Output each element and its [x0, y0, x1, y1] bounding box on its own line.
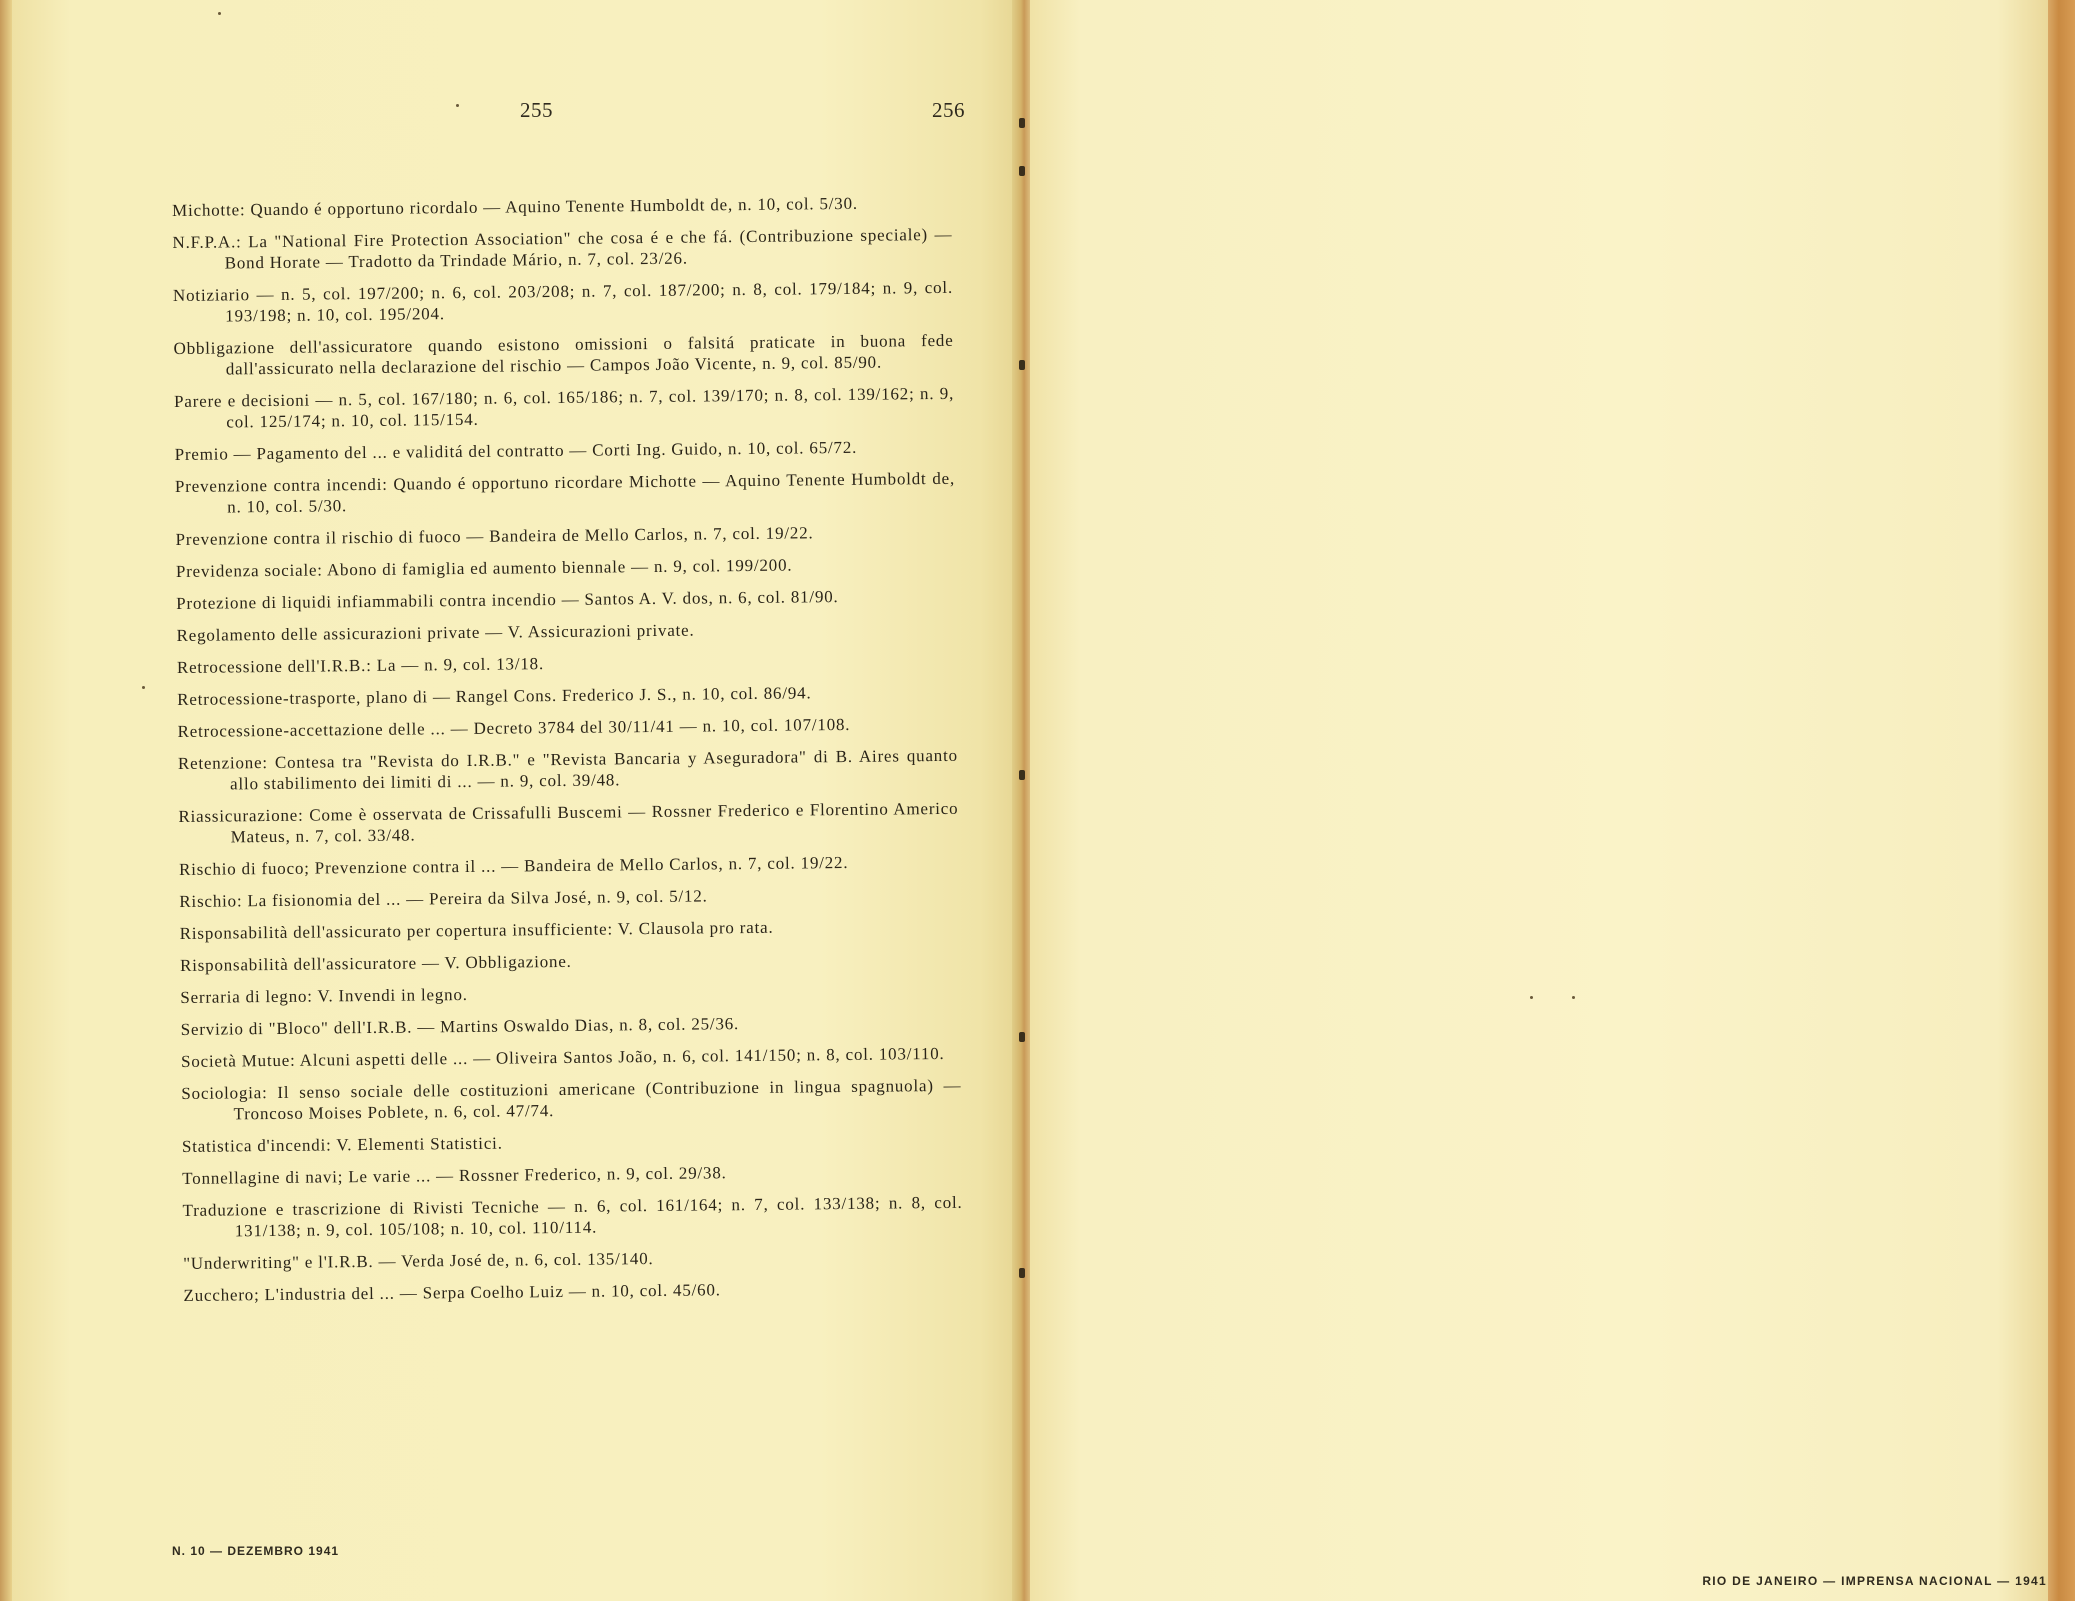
index-entry: Regolamento delle assicurazioni private — V. Assicurazioni private. [176, 620, 695, 645]
index-entry: Retrocessione dell'I.R.B.: La — n. 9, col. 13/18. [176, 654, 545, 677]
right-page [1030, 0, 2048, 1601]
paper-speck [1572, 996, 1575, 999]
index-entry: Tonnellagine di navi; Le varie ... — Rossner Frederico, n. 9, col. 29/38. [182, 1163, 727, 1188]
index-entry: Retenzione: Contesa tra "Revista do I.R.B." e "Revista Bancaria y Aseguradora" di B. Aires quanto allo stabilimento dei limiti di ... — n. 9, col. 39/48. [177, 745, 958, 794]
paper-speck [1530, 996, 1533, 999]
index-entry: Retrocessione-trasporte, plano di — Rangel Cons. Frederico J. S., n. 10, col. 86/94. [177, 683, 812, 709]
index-entry: Michotte: Quando é opportuno ricordalo — Aquino Tenente Humboldt de, n. 10, col. 5/30. [172, 193, 858, 220]
page-number: 255 [520, 98, 553, 122]
index-entry: Rischio di fuoco; Prevenzione contra il ... — Bandeira de Mello Carlos, n. 7, col. 19/22. [178, 852, 849, 879]
index-entry: Retrocessione-accettazione delle ... — Decreto 3784 del 30/11/41 — n. 10, col. 107/108. [177, 714, 851, 741]
page-number: 256 [932, 98, 965, 122]
issue-footer: N. 10 — DEZEMBRO 1941 [172, 1544, 340, 1558]
paper-speck [142, 686, 145, 689]
index-entry: Prevenzione contra incendi: Quando é opportuno ricordare Michotte — Aquino Tenente Humboldt de, n. 10, col. 5/30. [174, 468, 956, 517]
index-entry: Risponsabilità dell'assicuratore — V. Obbligazione. [179, 951, 572, 975]
binding-stitch [1019, 360, 1025, 370]
paper-speck [218, 12, 221, 15]
index-entry: Parere e decisioni — n. 5, col. 167/180; n. 6, col. 165/186; n. 7, col. 139/170; n. 8, col. 139/162; n. 9, col. 125/174; n. 10, col. 115/154. [174, 383, 955, 432]
binding-stitch [1019, 118, 1025, 128]
binding-stitch [1019, 166, 1025, 176]
left-page-edge [0, 0, 12, 1601]
index-entry: Previdenza sociale: Abono di famiglia ed aumento biennale — n. 9, col. 199/200. [175, 555, 793, 581]
binding-stitch [1019, 1032, 1025, 1042]
index-entry: Obbligazione dell'assicuratore quando esistono omissioni o falsitá praticate in buona fede dall'assicurato nella declarazione del rischio — Campos João Vicente, n. 9, col. 85/90. [173, 330, 954, 379]
binding-stitch [1019, 770, 1025, 780]
index-entry: Premio — Pagamento del ... e validitá del contratto — Corti Ing. Guido, n. 10, col. 65/72. [174, 437, 858, 464]
right-cover-edge [2048, 0, 2075, 1601]
index-entry: "Underwriting" e l'I.R.B. — Verda José de, n. 6, col. 135/140. [183, 1249, 654, 1273]
paper-speck [456, 104, 459, 107]
index-entry: N.F.P.A.: La "National Fire Protection Association" che cosa é e che fá. (Contribuzione speciale) — Bond Horate — Tradotto da Trindade Mário, n. 7, col. 23/26. [172, 224, 953, 273]
index-entry: Sociologia: Il senso sociale delle costituzioni americane (Contribuzione in lingua spagnuola) — Troncoso Moises Poblete, n. 6, col. 47/74. [181, 1075, 962, 1124]
subject-index-list [172, 192, 964, 1317]
binding-stitch [1019, 1268, 1025, 1278]
index-entry: Rischio: La fisionomia del ... — Pereira da Silva José, n. 9, col. 5/12. [179, 886, 708, 911]
index-entry: Serraria di legno: V. Invendi in legno. [180, 984, 468, 1007]
index-entry: Società Mutue: Alcuni aspetti delle ... — Oliveira Santos João, n. 6, col. 141/150; n. 8, col. 103/110. [180, 1043, 945, 1071]
index-entry: Zucchero; L'industria del ... — Serpa Coelho Luiz — n. 10, col. 45/60. [183, 1280, 721, 1305]
index-entry: Protezione di liquidi infiammabili contra incendio — Santos A. V. dos, n. 6, col. 81/90. [176, 587, 839, 613]
index-entry: Prevenzione contra il rischio di fuoco — Bandeira de Mello Carlos, n. 7, col. 19/22. [175, 523, 814, 549]
index-entry: Notiziario — n. 5, col. 197/200; n. 6, col. 203/208; n. 7, col. 187/200; n. 8, col. 179/184; n. 9, col. 193/198; n. 10, col. 195/204. [172, 277, 954, 326]
index-entry: Traduzione e trascrizione di Rivisti Tecniche — n. 6, col. 161/164; n. 7, col. 133/138; n. 8, col. 131/138; n. 9, col. 105/108; n. 10, col. 110/114. [182, 1192, 963, 1241]
index-entry: Statistica d'incendi: V. Elementi Statistici. [181, 1133, 503, 1156]
index-entry: Risponsabilità dell'assicurato per copertura insufficiente: V. Clausola pro rata. [179, 917, 774, 943]
index-entry: Servizio di "Bloco" dell'I.R.B. — Martins Oswaldo Dias, n. 8, col. 25/36. [180, 1014, 740, 1039]
index-entry: Riassicurazione: Come è osservata de Crissafulli Buscemi — Rossner Frederico e Florentino Americo Mateus, n. 7, col. 33/48. [178, 798, 959, 847]
publisher-footer: RIO DE JANEIRO — IMPRENSA NACIONAL — 1941 [1702, 1574, 2047, 1588]
